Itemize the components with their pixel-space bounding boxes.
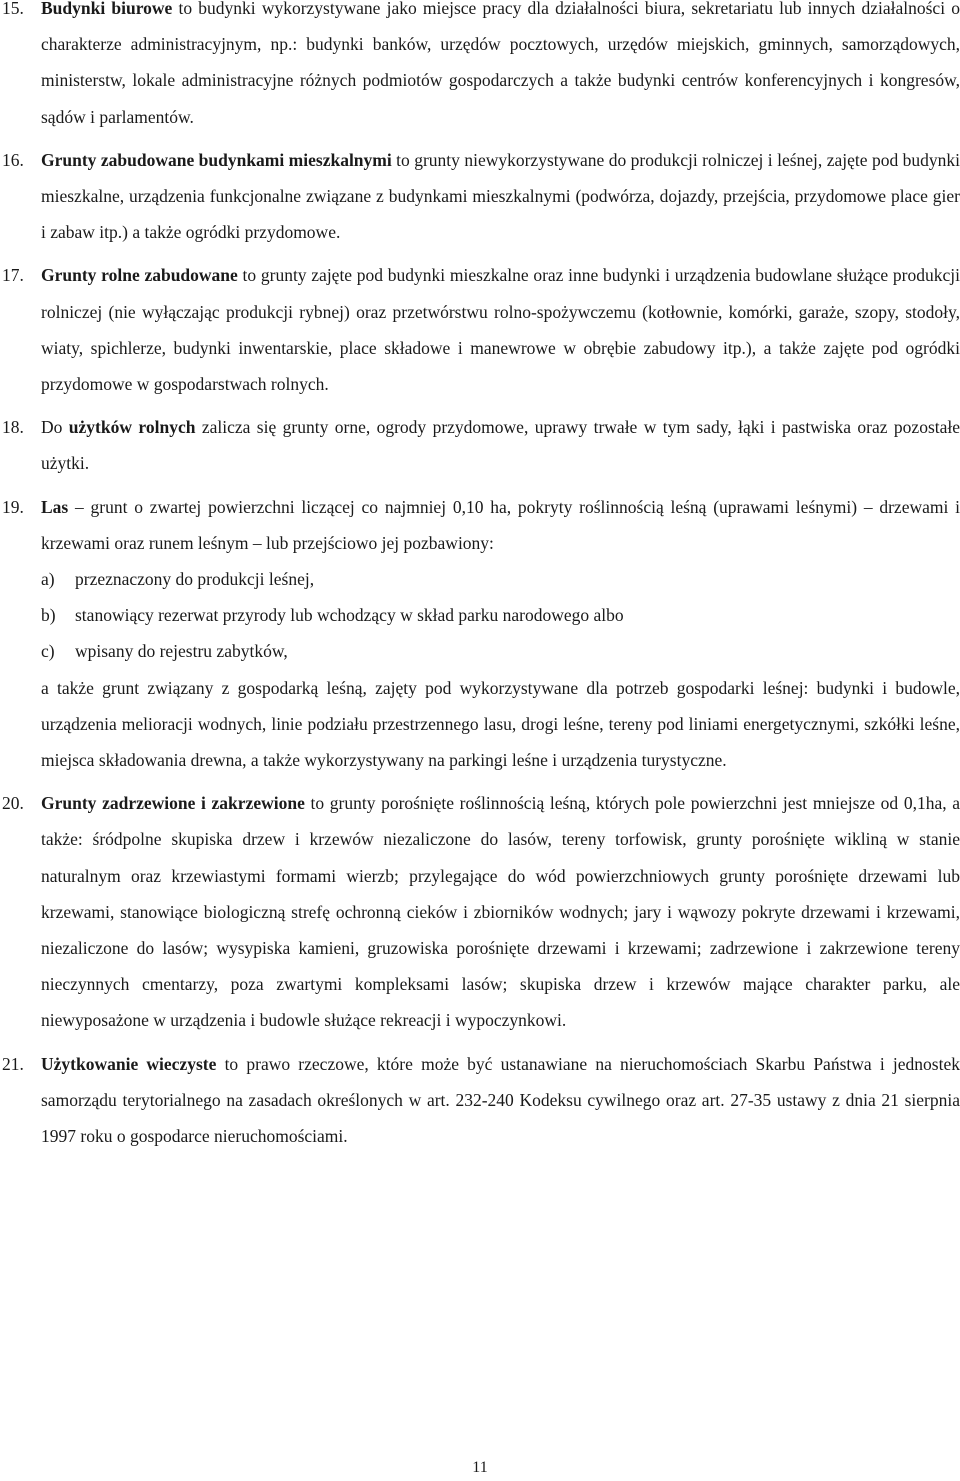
- definition-text: zalicza się grunty orne, ogrody przydomowe, uprawy trwałe w tym sady, łąki i pastwiska oraz pozostałe użytki.: [41, 417, 960, 474]
- item-number: 20.: [2, 793, 24, 814]
- definition-16: [2, 142, 960, 251]
- sub-item-letter: a): [41, 569, 55, 590]
- definition-text: to grunty niewykorzystywane do produkcji rolniczej i leśnej, zajęte pod budynki mieszkalne, urządzenia funkcjonalne związane z budynkami mieszkalnymi (podwórza, dojazdy, przejścia, przydomowe place gier i zabaw itp.) a także ogródki przydomowe.: [41, 149, 960, 243]
- sub-item-letter: b): [41, 605, 56, 626]
- item-number: 19.: [2, 496, 24, 517]
- definition-continuation: a także grunt związany z gospodarką leśną, zajęty pod wykorzystywane dla potrzeb gospodarki leśnej: budynki i budowle, urządzenia melioracji wodnych, linie podziału przestrzennego lasu, drogi leśne, tereny pod liniami energetycznymi, szkółki leśne, miejsca składowania drewna, a także wykorzystywany na parkingi leśne i urządzenia turystyczne.: [41, 677, 960, 771]
- defined-term: Grunty zabudowane budynkami mieszkalnymi: [41, 149, 392, 170]
- definition-18: [2, 409, 960, 481]
- defined-term: użytków rolnych: [68, 417, 196, 438]
- item-number: 18.: [2, 417, 24, 438]
- sub-item-c: [41, 633, 960, 669]
- definition-prefix: Do: [41, 417, 69, 438]
- item-number: 15.: [2, 0, 24, 18]
- defined-term: Grunty zadrzewione i zakrzewione: [41, 793, 305, 814]
- sub-item-text: stanowiący rezerwat przyrody lub wchodzący w skład parku narodowego albo: [75, 605, 624, 626]
- definition-20: [2, 785, 960, 1038]
- definition-15: [2, 0, 960, 135]
- definition-text: to prawo rzeczowe, które może być ustanawiane na nieruchomościach Skarbu Państwa i jednostek samorządu terytorialnego na zasadach określonych w art. 232-240 Kodeksu cywilnego oraz art. 27-35 ustawy z dnia 21 sierpnia 1997 roku o gospodarce nieruchomościami.: [41, 1053, 960, 1147]
- sub-item-letter: c): [41, 641, 55, 662]
- item-number: 17.: [2, 265, 24, 286]
- definition-21: [2, 1046, 960, 1155]
- definition-17: [2, 257, 960, 402]
- defined-term: Użytkowanie wieczyste: [41, 1053, 217, 1074]
- definition-text: to budynki wykorzystywane jako miejsce pracy dla działalności biura, sekretariatu lub innych działalności o charakterze administracyjnym, np.: budynki banków, urzędów pocztowych, urzędów miejskich, gminnych, samorządowych, ministerstw, lokale administracyjne różnych podmiotów gospodarczych a także budynki centrów konferencyjnych i kongresów, sądów i parlamentów.: [41, 0, 960, 127]
- page-number: 11: [472, 1459, 488, 1476]
- definition-text: – grunt o zwartej powierzchni liczącej co najmniej 0,10 ha, pokryty roślinnością leśną (uprawami leśnymi) – drzewami i krzewami oraz runem leśnym – lub przejściowo jej pozbawiony:: [41, 496, 960, 553]
- definition-text: to grunty porośnięte roślinnością leśną, których pole powierzchni jest mniejsze od 0,1ha, a także: śródpolne skupiska drzew i krzewów niezaliczone do lasów, tereny torfowisk, grunty porośnięte wikliną w stanie naturalnym oraz krzewiastymi formami wierzb; przylegające do wód powierzchniowych grunty porośnięte drzewami lub krzewami, stanowiące biologiczną strefę ochronną cieków i zbiorników wodnych; jary i wąwozy pokryte drzewami i krzewami, niezaliczone do lasów; wysypiska kamieni, gruzowiska porośnięte drzewami i krzewami; zadrzewione i zakrzewione tereny nieczynnych cmentarzy, poza zwartymi kompleksami lasów; skupiska drzew i krzewów mające charakter parku, ale niewyposażone w urządzenia i budowle służące rekreacji i wypoczynkowi.: [41, 793, 960, 1031]
- sub-item-b: [41, 597, 960, 633]
- sub-item-text: wpisany do rejestru zabytków,: [75, 641, 288, 662]
- item-number: 21.: [2, 1053, 24, 1074]
- defined-term: Budynki biurowe: [41, 0, 173, 18]
- defined-term: Las: [41, 496, 69, 517]
- defined-term: Grunty rolne zabudowane: [41, 265, 238, 286]
- definition-19: [2, 489, 960, 779]
- sub-item-a: [41, 561, 960, 597]
- sub-item-text: przeznaczony do produkcji leśnej,: [75, 569, 315, 590]
- definition-text: to grunty zajęte pod budynki mieszkalne oraz inne budynki i urządzenia budowlane służące produkcji rolniczej (nie wyłączając produkcji rybnej) oraz przetwórstwu rolno-spożywczemu (kotłownie, komórki, garaże, szopy, stodoły, wiaty, spichlerze, budynki inwentarskie, place składowe i manewrowe w obrębie zabudowy itp.), a także zajęte pod ogródki przydomowe w gospodarstwach rolnych.: [41, 265, 960, 395]
- item-number: 16.: [2, 149, 24, 170]
